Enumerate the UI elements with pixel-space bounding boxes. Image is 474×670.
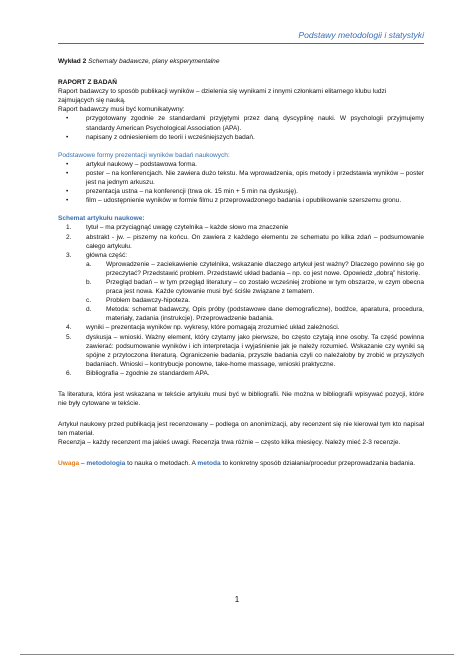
schema-heading: Schemat artykułu naukowe: — [58, 215, 145, 223]
sub-list-item — [86, 296, 424, 305]
page-content — [58, 57, 424, 469]
list-text: Metoda: schemat badawczy, Opis próby (podstawowe dane demograficzne), bodźce, aparatura, procedura, materiały, zadania (instrukcje). Przeprowadzenie badania. — [106, 306, 424, 323]
list-item — [58, 233, 424, 251]
list-letter: d. — [86, 306, 92, 314]
list-item — [58, 223, 424, 232]
list-item — [58, 333, 424, 369]
list-item: • artykuł naukowy – podstawowa forma. — [58, 160, 424, 169]
sub-list-item — [86, 260, 424, 278]
list-text: Przegląd badań – w tym przegląd literatury – co zostało wcześniej zrobione w tym obszarze, w czym obecna praca jest nowa. Każde cytowanie musi być ściśle związane z tematem. — [106, 278, 424, 296]
list-item — [58, 251, 424, 324]
page-number: 1 — [234, 595, 240, 604]
footer-divider — [20, 654, 454, 655]
report-intro: Raport badawczy to sposób publikacji wyników – dzielenia się wynikami z innymi członkami elitarnego klubu ludzi zajmujących się nauką. — [58, 88, 387, 105]
review-paragraph: Artykuł naukowy przed publikacją jest recenzowany – podlega on anonimizacji, aby recenzent się nie kierował tym kto napisał ten materiał. — [58, 421, 424, 438]
list-letter: a. — [86, 260, 92, 268]
forms-heading: Podstawowe formy prezentacji wyników badań naukowych: — [58, 151, 230, 159]
running-header: Podstawy metodologii i statystyki — [298, 30, 424, 40]
term-methodology: metodologia — [86, 460, 126, 468]
report-bullets — [58, 114, 424, 141]
list-item: • przygotowany zgodnie ze standardami przyjętymi przez daną dyscyplinę nauki. W psychologii przyjmujemy standardy American Psychological Association (APA). — [58, 114, 424, 132]
list-number: 5. — [66, 333, 72, 341]
note-label: Uwaga — [58, 460, 80, 468]
list-text: Problem badawczy-hipoteza. — [106, 297, 191, 305]
list-number: 3. — [66, 251, 72, 259]
list-letter: c. — [86, 297, 92, 305]
lecture-subtitle: Schematy badawcze, plany eksperymentalne — [88, 58, 220, 65]
schema-list — [58, 223, 424, 378]
list-item: • napisany z odniesieniem do teorii i wcześniejszych badań. — [58, 133, 424, 142]
literature-note: Ta literatura, która jest wskazana w tekście artykułu musi być w bibliografii. Nie można w bibliografii wpisywać pozycji, które nie były cytowane w tekście. — [58, 391, 424, 408]
sub-list — [86, 260, 424, 324]
list-number: 2. — [66, 233, 72, 241]
sub-list-item — [86, 305, 424, 323]
list-text: Wprowadzenie – zaciekawienie czytelnika, wskazanie dlaczego artykuł jest ważny? Dlaczego powinno się go przeczytać? Przedstawić problem. Przedstawić układ badania – np. co jest nowe. Opowiedz „dobrą” historię. — [106, 260, 424, 277]
list-text: abstrakt - jw. – piszemy na końcu. On zawiera z każdego elementu ze schematu po kilka zdań – podsumowanie całego artykułu. — [86, 233, 424, 250]
list-item: • film – udostępnienie wyników w formie filmu z przeprowadzonego badania i opublikowanie szerszemu gronu. — [58, 196, 424, 205]
list-item — [58, 323, 424, 332]
review-duration: Recenzja – każdy recenzent ma jakieś uwagi. Recenzja trwa różnie – często kilka miesięcy. Należy mieć 2-3 recenzje. — [58, 439, 401, 447]
report-heading: RAPORT Z BADAŃ — [58, 79, 117, 87]
note-rest: to konkretny sposób działania/procedur przeprowadzania badania. — [220, 460, 416, 468]
methodology-note — [58, 459, 424, 468]
list-number: 1. — [66, 224, 72, 232]
report-requirement: Raport badawczy musi być komunikatywny: — [58, 106, 185, 114]
list-text: tytuł – ma przyciągnąć uwagę czytelnika – każde słowo ma znaczenie — [86, 224, 289, 232]
list-item — [58, 369, 424, 378]
sub-list-item — [86, 278, 424, 296]
list-text: wyniki – prezentacja wyników np. wykresy, które pomagają zrozumieć układ zależności. — [86, 324, 340, 332]
list-text: dyskusja – wnioski. Ważny element, który czytamy jako pierwsze, bo często czytają inne osoby. Ta część powinna zawierać: podsumowanie wyników i ich interpretacja i wyjaśnienie jak je należy rozumieć. Wskazanie czy wyniki są spójne z przytoczona literaturą. Ograniczenie badania, przyszłe badania czyli co należałoby by zrobić w przyszłych badaniach. Wnioski – kontrybucje ponowne, take-home massage, wnioski praktyczne. — [86, 333, 424, 368]
list-letter: b. — [86, 278, 92, 286]
note-middle: to nauka o metodach. A — [125, 460, 198, 468]
list-item: • prezentacja ustna – na konferencji (trwa ok. 15 min + 5 min na dyskusję). — [58, 187, 424, 196]
lecture-title — [58, 57, 424, 66]
term-method: metoda — [197, 460, 221, 468]
lecture-label: Wykład 2 — [58, 58, 87, 65]
list-text: główna część: — [86, 251, 128, 259]
list-item: • poster – na konferencjach. Nie zawiera dużo tekstu. Ma wprowadzenia, opis metody i przedstawia wyników – poster jest na jednym arkuszu. — [58, 169, 424, 187]
note-dash: – — [79, 460, 87, 468]
list-number: 6. — [66, 369, 72, 377]
list-number: 4. — [66, 324, 72, 332]
forms-list — [58, 160, 424, 205]
header-divider — [58, 43, 424, 44]
list-text: Bibliografia – zgodnie ze standardem APA. — [86, 369, 210, 377]
